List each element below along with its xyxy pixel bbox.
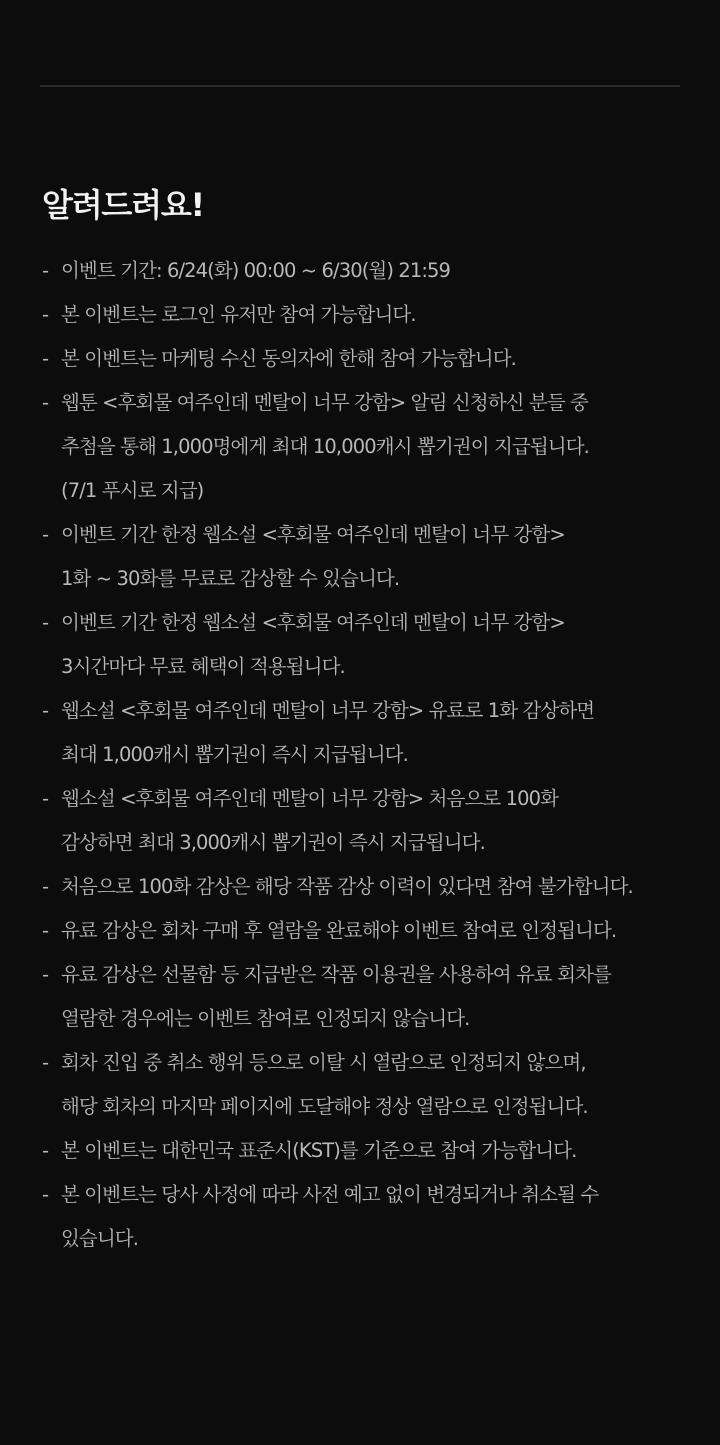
notice-line: 1화 ~ 30화를 무료로 감상할 수 있습니다. [61,567,400,590]
notice-line: - 이벤트 기간: 6/24(화) 00:00 ~ 6/30(월) 21:59 [61,259,451,282]
notice-item-change-cancel [42,1173,702,1261]
notice-line: - 이벤트 기간 한정 웹소설 <후회물 여주인데 멘탈이 너무 강함> [61,523,565,546]
notice-line: - 처음으로 100화 감상은 해당 작품 감상 이력이 있다면 참여 불가합니다. [61,875,633,898]
notice-item-paid-one-episode [42,689,702,777]
notice-item-history-excluded [42,865,702,909]
notice-line: (7/1 푸시로 지급) [61,479,204,502]
notice-item-event-period [42,249,702,293]
notice-line: - 본 이벤트는 마케팅 수신 동의자에 한해 참여 가능합니다. [61,347,516,370]
notice-item-marketing-consent [42,337,702,381]
notice-item-gift-ticket-excluded [42,953,702,1041]
notice-line: 3시간마다 무료 혜택이 적용됩니다. [61,655,345,678]
notice-line: - 본 이벤트는 당사 사정에 따라 사전 예고 없이 변경되거나 취소될 수 [61,1183,599,1206]
notice-section [42,183,702,1261]
notice-item-login-only [42,293,702,337]
notice-line: - 본 이벤트는 대한민국 표준시(KST)를 기준으로 참여 가능합니다. [61,1139,577,1162]
notice-line: - 회차 진입 중 취소 행위 등으로 이탈 시 열람으로 인정되지 않으며, [61,1051,586,1074]
notice-line: - 유료 감상은 선물함 등 지급받은 작품 이용권을 사용하여 유료 회차를 [61,963,611,986]
notice-item-wait-free [42,601,702,689]
notice-line: - 이벤트 기간 한정 웹소설 <후회물 여주인데 멘탈이 너무 강함> [61,611,565,634]
notice-item-free-episodes [42,513,702,601]
notice-item-webtoon-alarm-raffle [42,381,702,513]
notice-line: 열람한 경우에는 이벤트 참여로 인정되지 않습니다. [61,1007,470,1030]
notice-item-kst [42,1129,702,1173]
notice-line: 해당 회차의 마지막 페이지에 도달해야 정상 열람으로 인정됩니다. [61,1095,588,1118]
notice-line: - 웹툰 <후회물 여주인데 멘탈이 너무 강함> 알림 신청하신 분들 중 [61,391,588,414]
notice-line: - 본 이벤트는 로그인 유저만 참여 가능합니다. [61,303,416,326]
notice-title: 알려드려요! [42,186,204,224]
section-divider [40,85,680,87]
notice-item-paid-view-complete [42,909,702,953]
notice-list [42,249,702,1261]
notice-line: 추첨을 통해 1,000명에게 최대 10,000캐시 뽑기권이 지급됩니다. [61,435,589,458]
notice-item-cancel-exit [42,1041,702,1129]
notice-line: 감상하면 최대 3,000캐시 뽑기권이 즉시 지급됩니다. [61,831,485,854]
notice-item-first-100-episodes [42,777,702,865]
notice-line: 최대 1,000캐시 뽑기권이 즉시 지급됩니다. [61,743,408,766]
notice-line: - 웹소설 <후회물 여주인데 멘탈이 너무 강함> 유료로 1화 감상하면 [61,699,595,722]
notice-line: 있습니다. [61,1227,139,1250]
notice-line: - 유료 감상은 회차 구매 후 열람을 완료해야 이벤트 참여로 인정됩니다. [61,919,617,942]
notice-line: - 웹소설 <후회물 여주인데 멘탈이 너무 강함> 처음으로 100화 [61,787,559,810]
